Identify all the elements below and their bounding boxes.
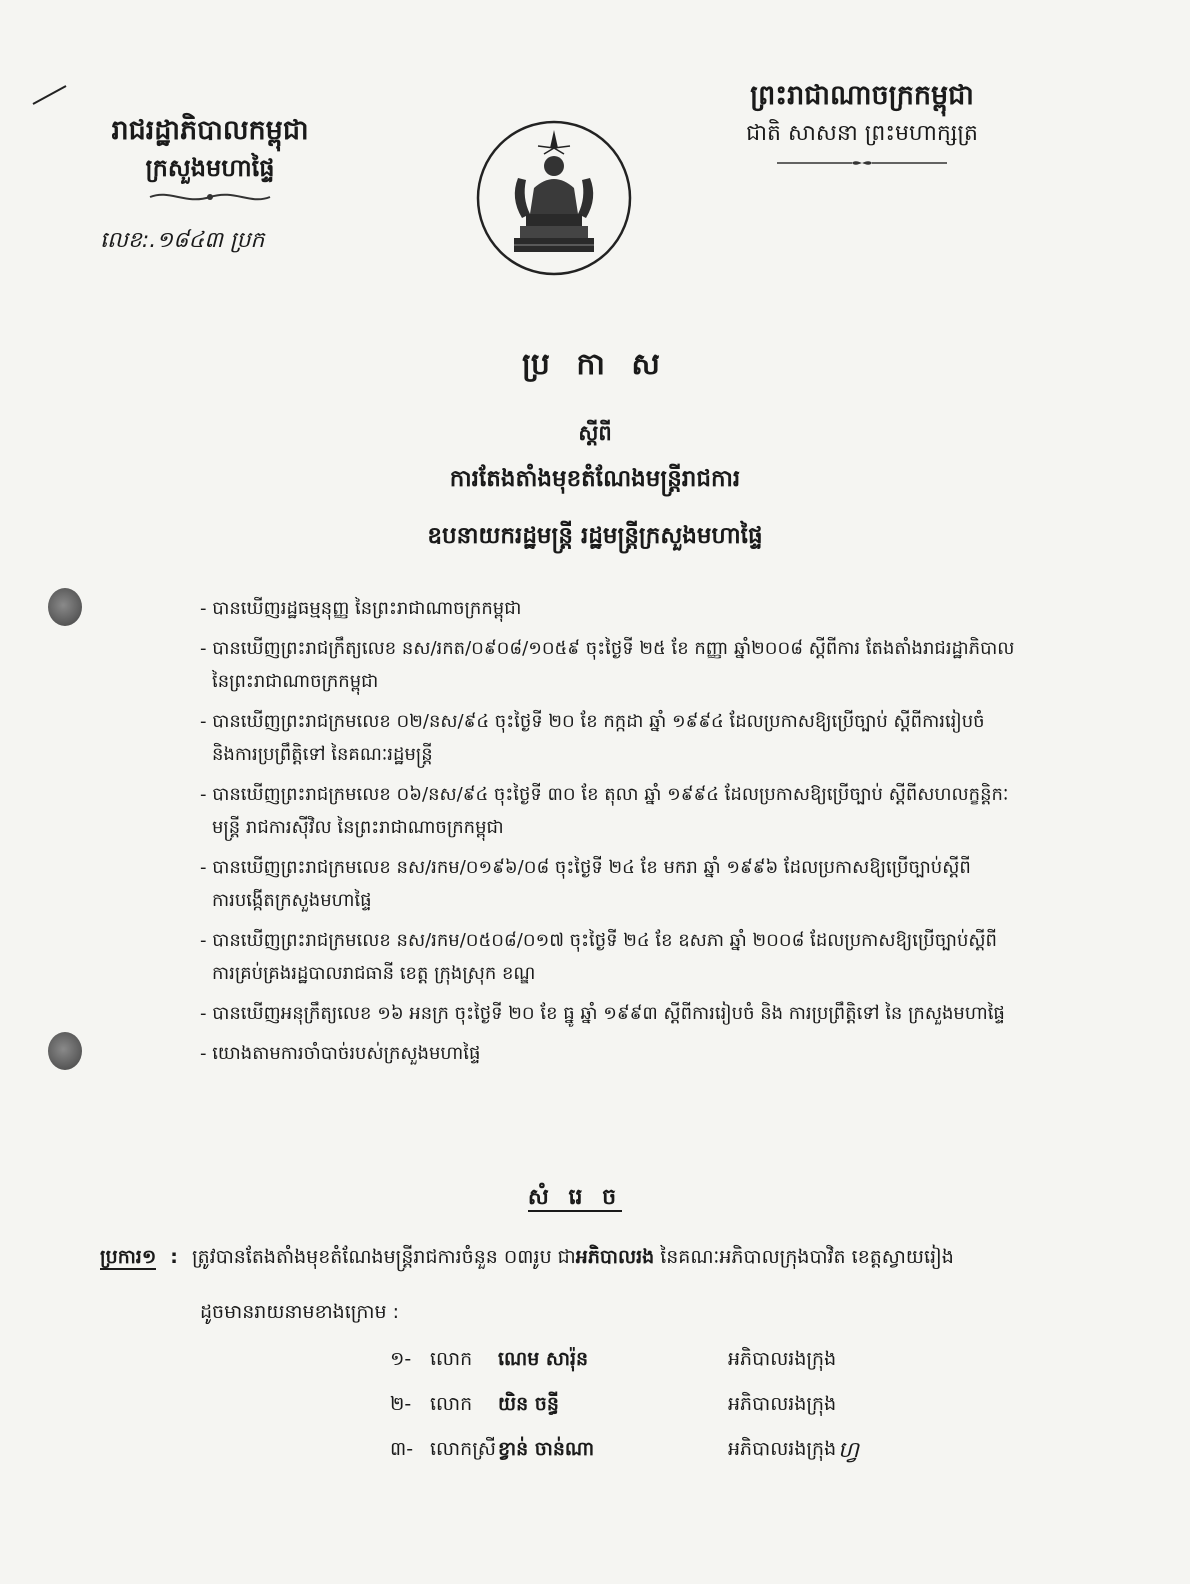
appointee-number: ១-	[390, 1348, 412, 1370]
appointee-row	[390, 1392, 1110, 1437]
kingdom-name: ព្រះរាជាណាចក្រកម្ពុជា	[750, 80, 974, 111]
consideration-continuation: ការបង្កើតក្រសួងមហាផ្ទៃ	[212, 890, 372, 911]
article-text-before: ត្រូវបានតែងតាំងមុខតំណែងមន្ត្រីរាជការចំនួន ០៣រូប ជា	[191, 1246, 576, 1268]
document-type-title: ប្រ កា ស	[522, 347, 668, 382]
consideration-continuation: និងការប្រព្រឹត្តិទៅ នៃគណៈរដ្ឋមន្ត្រី	[212, 744, 433, 765]
royal-emblem	[474, 118, 634, 282]
article-line-2: ដូចមានរាយនាមខាងក្រោម :	[200, 1301, 400, 1323]
appointees-list	[390, 1347, 1110, 1482]
decision-title: សំ រេ ច	[527, 1185, 623, 1210]
subject-line-2: ឧបនាយករដ្ឋមន្ត្រី រដ្ឋមន្ត្រីក្រសួងមហាផ្ទៃ	[427, 523, 763, 549]
ornament-divider-right	[772, 156, 952, 170]
about-label: ស្តីពី	[578, 421, 612, 445]
appointee-title: លោក	[430, 1393, 473, 1415]
consideration-item	[200, 705, 1100, 771]
consideration-item	[200, 632, 1100, 698]
appointee-number: ៣-	[390, 1438, 414, 1460]
consideration-item	[200, 997, 1100, 1030]
article-colon: :	[170, 1246, 178, 1268]
consideration-line: - បានឃើញព្រះរាជក្រមលេខ ០២/នស/៩៤ ចុះថ្ងៃទី ២០ ខែ កក្កដា ឆ្នាំ ១៩៩៤ ដែលប្រកាសឱ្យប្រើច្បាប់ ស្តីពីការរៀបចំ	[200, 711, 985, 732]
consideration-item	[200, 778, 1100, 844]
consideration-item	[200, 851, 1100, 917]
header-right	[712, 76, 1012, 174]
appointee-name: ណេម សារ៉ុន	[498, 1348, 589, 1370]
consideration-line: - បានឃើញអនុក្រឹត្យលេខ ១៦ អនក្រ ចុះថ្ងៃទី ២០ ខែ ធ្នូ ឆ្នាំ ១៩៩៣ ស្តីពីការរៀបចំ និង ការប្រព្រឹត្តិទៅ នៃ ក្រសួងមហាផ្ទៃ	[200, 1003, 1005, 1024]
appointee-name: យិន ចន្ធី	[498, 1393, 559, 1415]
subject-line-1: ការតែងតាំងមុខតំណែងមន្ត្រីរាជការ	[449, 466, 741, 492]
appointee-position: អភិបាលរងក្រុង	[728, 1393, 837, 1415]
national-motto: ជាតិ សាសនា ព្រះមហាក្សត្រ	[746, 121, 978, 146]
ministry-name: ក្រសួងមហាផ្ទៃ	[145, 154, 275, 182]
appointee-number: ២-	[390, 1393, 412, 1415]
considerations-list	[200, 592, 1100, 1077]
ornament-divider-left	[145, 188, 275, 206]
consideration-continuation: នៃព្រះរាជាណាចក្រកម្ពុជា	[212, 671, 379, 692]
consideration-line: - យោងតាមការចាំបាច់របស់ក្រសួងមហាផ្ទៃ	[200, 1043, 481, 1064]
consideration-item	[200, 1037, 1100, 1070]
appointee-position: អភិបាលរងក្រុង	[728, 1438, 837, 1460]
consideration-line: - បានឃើញព្រះរាជក្រឹត្យលេខ នស/រកត/០៩០៨/១០៥៩ ចុះថ្ងៃទី ២៥ ខែ កញ្ញា ឆ្នាំ២០០៨ ស្តីពីការ តែងតាំងរាជរដ្ឋាភិបាល	[200, 638, 1015, 659]
consideration-continuation: មន្ត្រី រាជការស៊ីវិល នៃព្រះរាជាណាចក្រកម្ពុជា	[212, 817, 504, 838]
government-name: រាជរដ្ឋាភិបាលកម្ពុជា	[111, 115, 309, 146]
appointee-title: លោកស្រី	[430, 1438, 496, 1460]
punch-hole-bottom	[48, 1032, 82, 1070]
consideration-line: - បានឃើញរដ្ឋធម្មនុញ្ញ នៃព្រះរាជាណាចក្រកម្ពុជា	[200, 598, 522, 619]
pen-mark	[30, 82, 70, 108]
header-left	[80, 112, 340, 210]
article-1	[100, 1245, 1110, 1273]
consideration-line: - បានឃើញព្រះរាជក្រមលេខ នស/រកម/០១៩៦/០៨ ចុះថ្ងៃទី ២៤ ខែ មករា ឆ្នាំ ១៩៩៦ ដែលប្រកាសឱ្យប្រើច្បាប់ស្តីពី	[200, 857, 971, 878]
article-text-bold: អភិបាលរង	[575, 1246, 655, 1268]
consideration-continuation: ការគ្រប់គ្រងរដ្ឋបាលរាជធានី ខេត្ត ក្រុងស្រុក ខណ្ឌ	[212, 963, 536, 984]
decision-title-wrap	[520, 1183, 630, 1215]
appointee-row	[390, 1347, 1110, 1392]
appointee-title: លោក	[430, 1348, 473, 1370]
consideration-line: - បានឃើញព្រះរាជក្រមលេខ ០៦/នស/៩៤ ចុះថ្ងៃទី ៣០ ខែ តុលា ឆ្នាំ ១៩៩៤ ដែលប្រកាសឱ្យប្រើច្បាប់ ស្តីពីសហលក្ខន្តិកៈ	[200, 784, 1009, 805]
document-number: លេខ:.១៨៤៣ ប្រក	[100, 228, 265, 253]
article-text-after: នៃគណៈអភិបាលក្រុងបាវិត ខេត្តស្វាយរៀង	[654, 1246, 954, 1268]
appointee-position: អភិបាលរងក្រុង	[728, 1348, 837, 1370]
consideration-line: - បានឃើញព្រះរាជក្រមលេខ នស/រកម/០៥០៨/០១៧ ចុះថ្ងៃទី ២៤ ខែ ឧសភា ឆ្នាំ ២០០៨ ដែលប្រកាសឱ្យប្រើច្បាប់ស្តីពី	[200, 930, 997, 951]
consideration-item	[200, 924, 1100, 990]
handwritten-initials: ហ្វ	[838, 1438, 859, 1463]
appointee-row	[390, 1437, 1110, 1482]
appointee-name: ខ្វាន់ ចាន់ណា	[498, 1438, 595, 1460]
consideration-item	[200, 592, 1100, 625]
punch-hole-top	[48, 588, 82, 626]
article-label: ប្រការ១	[100, 1246, 157, 1268]
